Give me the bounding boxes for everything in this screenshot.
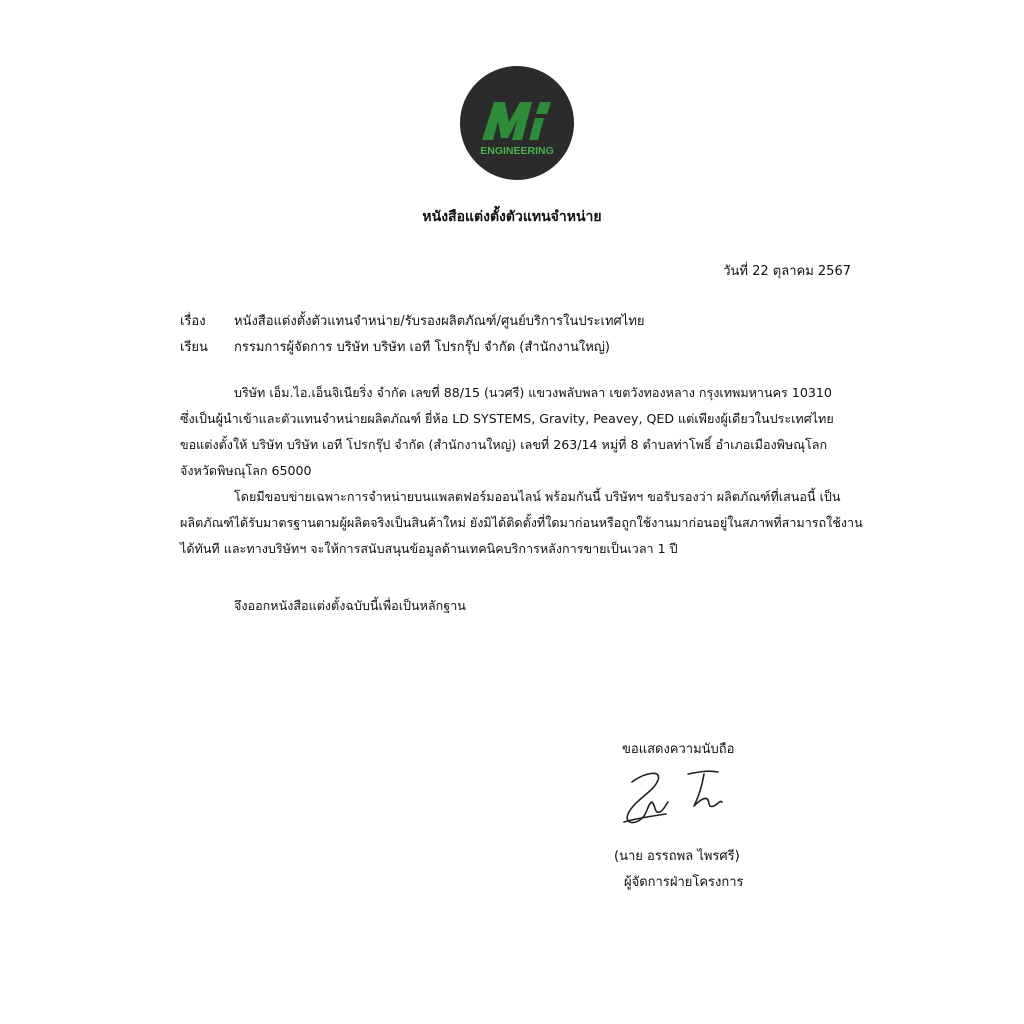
recipient-text: กรรมการผู้จัดการ บริษัท บริษัท เอที โปรกรุ๊ป จำกัด (สำนักงานใหญ่) — [234, 340, 610, 355]
body-paragraph-3 — [180, 593, 852, 619]
letter-date: วันที่ 22 ตุลาคม 2567 — [723, 264, 851, 279]
body-paragraph-2 — [180, 484, 863, 562]
signatory-name: (นาย อรรถพล ไพรศรี) — [614, 849, 740, 864]
closing-phrase: ขอแสดงความนับถือ — [622, 742, 735, 757]
paragraph-line: ซึ่งเป็นผู้นำเข้าและตัวแทนจำหน่ายผลิตภัณฑ์ ยี่ห้อ LD SYSTEMS, Gravity, Peavey, QED แต่เพียงผู้เดียวในประเทศไทย — [180, 411, 834, 426]
subject-label: เรื่อง — [180, 314, 206, 329]
paragraph-line: ขอแต่งตั้งให้ บริษัท บริษัท เอที โปรกรุ๊ป จำกัด (สำนักงานใหญ่) เลขที่ 263/14 หมู่ที่ 8 ตำบลท่าโพธิ์ อำเภอเมืองพิษณุโลก — [180, 437, 828, 452]
body-paragraph-1 — [180, 380, 852, 484]
paragraph-line: จังหวัดพิษณุโลก 65000 — [180, 463, 312, 478]
recipient-line — [180, 336, 610, 357]
paragraph-line: ผลิตภัณฑ์ได้รับมาตรฐานตามผู้ผลิตจริงเป็นสินค้าใหม่ ยังมิได้ติดตั้งที่ใดมาก่อนหรือถูกใช้งานมาก่อนอยู่ในสภาพที่สามารถใช้งาน — [180, 515, 863, 530]
paragraph-line: จึงออกหนังสือแต่งตั้งฉบับนี้เพื่อเป็นหลักฐาน — [234, 598, 466, 613]
logo-subtext: ENGINEERING — [480, 145, 554, 157]
paragraph-line: ได้ทันที และทางบริษัทฯ จะให้การสนับสนุนข้อมูลด้านเทคนิคบริการหลังการขายเป็นเวลา 1 ปี — [180, 541, 678, 556]
handwritten-signature — [618, 764, 736, 834]
recipient-label: เรียน — [180, 340, 208, 355]
document-title: หนังสือแต่งตั้งตัวแทนจำหน่าย — [422, 209, 602, 225]
subject-text: หนังสือแต่งตั้งตัวแทนจำหน่าย/รับรองผลิตภัณฑ์/ศูนย์บริการในประเทศไทย — [234, 314, 645, 329]
paragraph-line: บริษัท เอ็ม.ไอ.เอ็นจิเนียริ่ง จำกัด เลขที่ 88/15 (นวศรี) แขวงพลับพลา เขตวังทองหลาง กรุงเทพมหานคร 10310 — [234, 385, 832, 400]
subject-line — [180, 310, 645, 331]
company-logo — [460, 66, 574, 180]
signatory-position: ผู้จัดการฝ่ายโครงการ — [624, 875, 744, 890]
paragraph-line: โดยมีขอบข่ายเฉพาะการจำหน่ายบนแพลตฟอร์มออนไลน์ พร้อมกันนี้ บริษัทฯ ขอรับรองว่า ผลิตภัณฑ์ที่เสนอนี้ เป็น — [234, 489, 841, 504]
